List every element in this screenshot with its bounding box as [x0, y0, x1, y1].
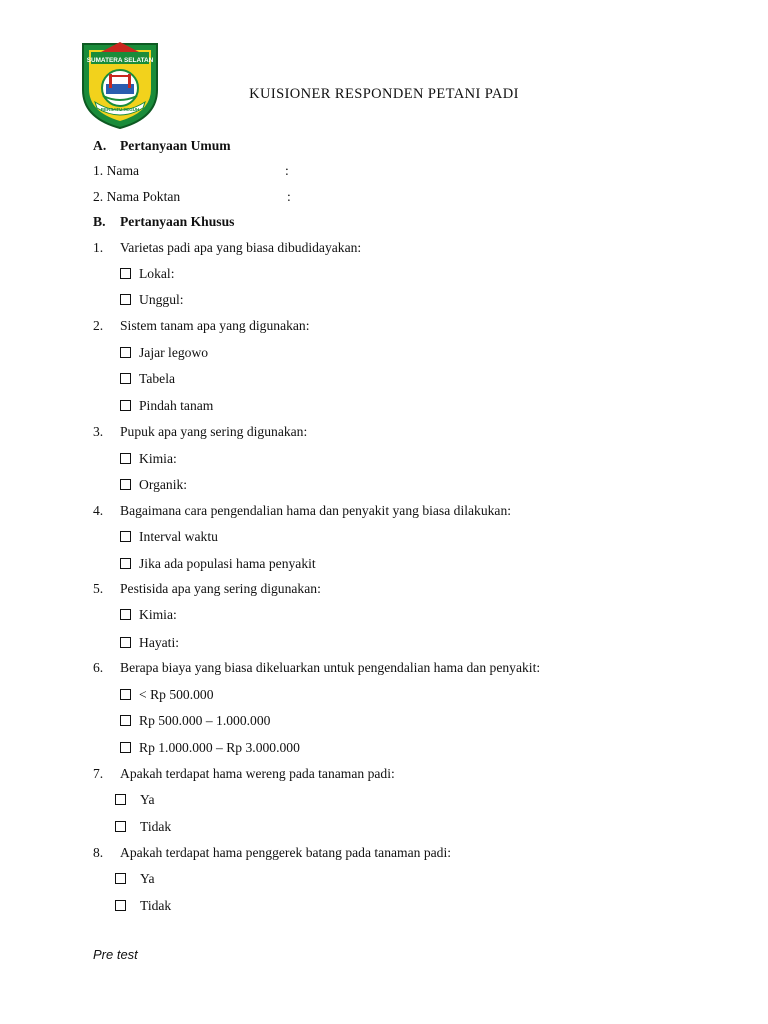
question-text: Pupuk apa yang sering digunakan: [120, 424, 308, 439]
checkbox[interactable] [120, 558, 131, 569]
option-label: Ya [140, 792, 155, 807]
question-number: 5. [93, 581, 104, 596]
footer-note: Pre test [93, 947, 138, 962]
section-b-heading: Pertanyaan Khusus [120, 214, 235, 229]
field-label-nama: 1. Nama [93, 163, 140, 178]
option-label: Hayati: [139, 635, 180, 650]
option-label: Unggul: [139, 292, 184, 307]
question-number: 4. [93, 503, 104, 518]
checkbox[interactable] [120, 268, 131, 279]
option-label: Kimia: [139, 451, 177, 466]
section-a-heading: Pertanyaan Umum [120, 138, 231, 153]
question-number: 7. [93, 766, 104, 781]
question-text: Apakah terdapat hama penggerek batang pada tanaman padi: [120, 845, 452, 860]
question-number: 6. [93, 660, 104, 675]
question-text: Varietas padi apa yang biasa dibudidayakan: [120, 240, 362, 255]
section-b-letter: B. [93, 214, 106, 229]
sumatera-selatan-emblem [79, 38, 161, 130]
question-number: 1. [93, 240, 104, 255]
option-label: Kimia: [139, 607, 177, 622]
section-a-letter: A. [93, 138, 107, 153]
question-text: Bagaimana cara pengendalian hama dan penyakit yang biasa dilakukan: [120, 503, 512, 518]
question-text: Berapa biaya yang biasa dikeluarkan untuk pengendalian hama dan penyakit: [120, 660, 541, 675]
svg-text:SUMATERA SELATAN: SUMATERA SELATAN [86, 57, 154, 64]
checkbox[interactable] [115, 794, 126, 805]
checkbox[interactable] [120, 531, 131, 542]
checkbox[interactable] [120, 609, 131, 620]
option-label: Interval waktu [139, 529, 218, 544]
option-label: Tidak [140, 898, 172, 913]
option-label: Jajar legowo [139, 345, 209, 360]
question-text: Pestisida apa yang sering digunakan: [120, 581, 321, 596]
checkbox[interactable] [120, 479, 131, 490]
option-label: Rp 500.000 – 1.000.000 [139, 713, 271, 728]
field-label-nama-poktan: 2. Nama Poktan [93, 189, 181, 204]
question-number: 2. [93, 318, 104, 333]
checkbox[interactable] [120, 715, 131, 726]
document-title: KUISIONER RESPONDEN PETANI PADI [249, 86, 519, 102]
question-number: 8. [93, 845, 104, 860]
question-number: 3. [93, 424, 104, 439]
field-colon-nama-poktan: : [287, 189, 291, 204]
checkbox[interactable] [120, 742, 131, 753]
option-label: Organik: [139, 477, 188, 492]
checkbox[interactable] [120, 689, 131, 700]
checkbox[interactable] [120, 400, 131, 411]
field-colon-nama: : [285, 163, 289, 178]
checkbox[interactable] [120, 294, 131, 305]
svg-text:BERSATU TEGUH: BERSATU TEGUH [100, 107, 140, 112]
checkbox[interactable] [115, 900, 126, 911]
option-label: Lokal: [139, 266, 175, 281]
option-label: Tidak [140, 819, 172, 834]
option-label: Tabela [139, 371, 176, 386]
question-text: Sistem tanam apa yang digunakan: [120, 318, 310, 333]
checkbox[interactable] [120, 453, 131, 464]
option-label: Pindah tanam [139, 398, 214, 413]
checkbox[interactable] [120, 637, 131, 648]
option-label: Rp 1.000.000 – Rp 3.000.000 [139, 740, 300, 755]
checkbox[interactable] [120, 373, 131, 384]
option-label: Ya [140, 871, 155, 886]
checkbox[interactable] [115, 821, 126, 832]
checkbox[interactable] [120, 347, 131, 358]
question-text: Apakah terdapat hama wereng pada tanaman padi: [120, 766, 395, 781]
checkbox[interactable] [115, 873, 126, 884]
option-label: < Rp 500.000 [139, 687, 214, 702]
option-label: Jika ada populasi hama penyakit [139, 556, 316, 571]
